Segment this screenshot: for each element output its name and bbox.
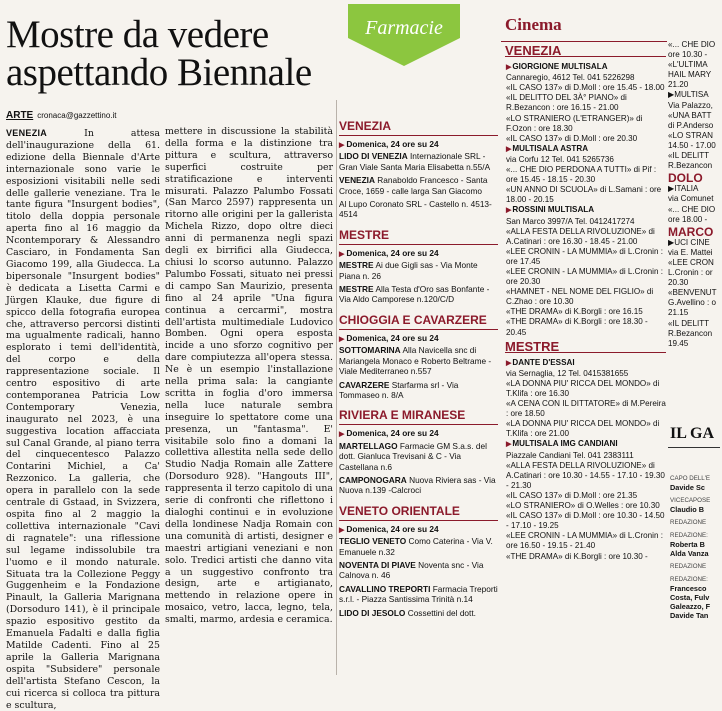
farmacie-city-heading: RIVIERA E MIRANESE <box>339 408 498 425</box>
farmacie-address: Alla Testa d'Oro sas Bonfante - Via Aldo Camporese n.120/C/D <box>339 284 490 305</box>
cinema-line: «BENVENUT <box>668 288 717 298</box>
cinema-line: «LO STRAN <box>668 130 713 140</box>
cinema-line: «IL DELITT <box>668 318 710 328</box>
cinema-city-heading: DOLO <box>668 171 703 186</box>
film-showtimes: «LA DONNA PIU' RICCA DEL MONDO» di T.Klifa : ore 21.00 <box>506 419 660 439</box>
cinema-line: «IL DELITT <box>668 151 710 161</box>
cinema-line: 21.20 <box>668 80 689 90</box>
farmacie-town: CAMPONOGARA <box>339 474 407 485</box>
dateline: VENEZIA <box>6 128 48 138</box>
farmacie-entry <box>339 151 498 172</box>
cinema-line: ore 18.00 - <box>668 214 708 224</box>
film-showtimes: «... CHE DIO PERDONA A TUTTI» di Pif : ore 15.45 - 18.15 - 20.30 <box>506 165 657 185</box>
farmacie-address: Noventa snc - Via Calnova n. 46 <box>339 559 484 581</box>
article-text-2: mettere in discussione la stabilità della forma e la distinzione tra pittura e scultura, attraverso superfici costruite per stratificazione e interventi misurati. Palazzo Palumbo Fossati (San Marco 2597) rappresenta un ritorno alle origini per la gallerista Michela Rizzo, dopo oltre dieci anni di permanenza negli spazi degli ex birrifici alla Giudecca, chiusi lo scorso autunno. Palazzo Palumbo Fossati, situato nei pressi di campo San Maurizio, presenta fino al 24 aprile "Una figura continua a cercarmi", mostra dell'artista multimediale Ludovico Bomben. Ogni opera esposta incide a uno sforzo cognitivo per dare compiutezza all'opera stessa. Ne è un esempio l'installazione nella prima sala: la cangiante scritta in foglia d'oro immersa nella luce naturale sembra inseguire lo spettatore come una presenza, un "fantasma". E' visitabile solo fino a domani la collettiva allestita nella sede dello Studio Nadja Romain alle Zattere (Dorsoduro 928). "Hangouts III", rappresenta il terzo capitolo di una serie di confronti che riflettono i dialoghi continui e in evoluzione della londinese Nadja Romain con una comunità di artisti, designer e maestri artigiani veneziani e non solo. Tredici artisti che danno vita a un suggestivo confronto tra design, arte e artigianato, mettendo in relazione opere in mosaico, vetro, lacca, legno, tela, smalti, marmo, ardesia e ceramica. <box>165 126 333 626</box>
article-column-2 <box>165 126 333 677</box>
cinema-line: 20.30 <box>668 278 689 288</box>
staff-role: CAPO DELL'E <box>670 475 711 482</box>
article-title: Mostre da vedere aspettando Biennale <box>6 13 312 94</box>
theater-name: ▶ MULTISALA IMG CANDIANI <box>506 439 666 450</box>
farmacie-date: ▶ Domenica, 24 ore su 24 <box>339 248 498 260</box>
farmacie-town: TEGLIO VENETO <box>339 536 407 547</box>
farmacie-address: Nuova Riviera sas - Via Nuova n.139 -Calcroci <box>339 474 496 496</box>
staff-name-text: Alda Vanza <box>670 549 709 558</box>
farmacie-address: Como Caterina - Via V. Emanuele n.32 <box>339 536 493 557</box>
staff-name-text: Davide Sc <box>670 483 705 492</box>
farmacie-address: Starfarma srl - Via Tommaseo n. 8/A <box>339 379 459 400</box>
farmacie-entry <box>339 475 498 496</box>
farmacie-address: Internazionale SRL - Gran Viale Santa Maria Elisabetta n.55/A <box>339 151 491 172</box>
cinema-line: R.Bezancon <box>668 328 713 338</box>
staff-role: REDAZIONE <box>670 563 707 570</box>
farmacie-date: ▶ Domenica, 24 ore su 24 <box>339 524 498 536</box>
staff-name <box>670 505 722 514</box>
farmacie-date: ▶ Domenica, 24 ore su 24 <box>339 139 498 151</box>
farmacie-address: Cossettini del dott. <box>407 607 476 618</box>
cinema-city-listing <box>501 59 666 338</box>
staff-name <box>670 602 722 611</box>
film-showtimes: «A CENA CON IL DITTATORE» di M.Pereira : ore 18.50 <box>506 399 666 419</box>
theater-name: ▶ DANTE D'ESSAI <box>506 358 666 369</box>
farmacie-town: CAVARZERE <box>339 379 390 390</box>
film-showtimes: «LA DONNA PIU' RICCA DEL MONDO» di T.Klifa : ore 16.30 <box>506 378 660 398</box>
farmacie-address: Farmacia Treporti s.r.l. - Piazza Santissima Trinità n.14 <box>339 583 498 605</box>
farmacie-address: Ai due Gigli sas - Via Monte Piana n. 26 <box>339 260 478 281</box>
farmacie-date: ▶ Domenica, 24 ore su 24 <box>339 428 498 440</box>
cinema-line: di P.Anderso <box>668 120 714 130</box>
farmacie-entry <box>339 345 498 376</box>
cinema-line: R.Bezancon <box>668 161 713 171</box>
article-column-1 <box>6 128 161 711</box>
cinema-list <box>501 43 666 562</box>
farmacie-entry <box>339 175 498 196</box>
cinema-line: ore 10.30 - <box>668 50 708 60</box>
farmacie-town: NOVENTA DI PIAVE <box>339 559 416 570</box>
farmacie-address: Alla Navicella snc di Mariangela Monaco e Roberto Beltrame - Viale Mediterraneo n.557 <box>339 345 492 377</box>
theater-address: via Corfu 12 Tel. 041 5265736 <box>506 154 614 164</box>
farmacie-address: Farmacie GM S.a.s. del dott. Gianluca Trevisani & C - Via Castellana n.6 <box>339 440 488 472</box>
cinema-title: Cinema <box>501 20 667 42</box>
cinema-line: «... CHE DIO <box>668 204 716 214</box>
masthead-rule <box>668 447 720 448</box>
farmacie-town: LIDO DI VENEZIA <box>339 151 408 162</box>
film-showtimes: «THE DRAMA» di K.Borgli : ore 16.15 <box>506 307 643 317</box>
farmacie-city-heading: MESTRE <box>339 228 498 245</box>
farmacie-entry <box>339 380 498 401</box>
theater-name: ▶ ROSSINI MULTISALA <box>506 205 666 216</box>
cinema-line: Via Palazzo, <box>668 100 713 110</box>
theater-name: ▶ MULTISALA ASTRA <box>506 144 666 155</box>
farmacie-city-heading: VENEZIA <box>339 119 498 136</box>
article-text-1: In attesa dell'inaugurazione della 61. edizione della Biennale d'Arte internazionale sono varie le esposizioni visitabili nelle sedi delle gallerie veneziane. Tra le tante figura "Insurgent bodies", titolo della doppia personale aperta fino al 16 maggio da Ncontemporary & Alessandro Casciaro, in Fondamenta San Giacomo 199, alla Giudecca. La bipersonale "Insurgent bodies" è dedicata a Lisetta Carmi e Jürgen Klauke, due figure di spicco della fotografia europea che, attraverso percorsi distinti ma ugualmente radicali, hanno esplorato i temi dell'identità, del corpo e della rappresentazione sociale. Il centro espositivo di arte contemporanea Patricia Low Contemporary Venezia, inaugurato nel 2023, è una suggestiva location affacciata sul Canal Grande, al piano terra del cinquecentesco Palazzo Contarini Michiel, a Ca' Rezzonico. La galleria, che opera in parallelo con la sede centrale di Gstaad, in Svizzera, ospita fino al 2 maggio la collettiva internazionale "Cavi di ragnatele": una riflessione sul legame indissolubile tra l'uomo e il mondo naturale. Situata tra la Collezione Peggy Guggenheim e la Fondazione Pinault, la Galleria Marignana (Dorsoduro 141), è il principale spazio espositivo gestito da Emanuela Fadalti e dalla figlia Matilde Cadenti. Fino al 25 aprile la Galleria Marignana ospita "Subsidere" personale dell'artista Stefano Cescon, la cui ricerca si colloca tra pittura e scultura, <box>6 128 161 711</box>
farmacie-town: MESTRE <box>339 260 374 271</box>
staff-name <box>670 549 722 558</box>
farmacie-entry <box>339 260 498 281</box>
film-showtimes: «LEE CRONIN - LA MUMMIA» di L.Cronin : ore 17.45 <box>506 246 663 266</box>
staff-name <box>670 584 722 593</box>
theater-address: Cannaregio, 4612 Tel. 041 5226298 <box>506 73 635 83</box>
staff-role: REDAZIONE: <box>670 532 708 539</box>
film-showtimes: «LEE CRONIN - LA MUMMIA» di L.Cronin : ore 20.30 <box>506 266 663 287</box>
farmacie-entry <box>339 284 498 305</box>
cinema-city-heading: MARCO <box>668 224 714 239</box>
farmacie-panel <box>336 0 499 675</box>
cinema-city-listing <box>501 355 666 562</box>
film-showtimes: «LO STRANIERO (L'ETRANGER)» di F.Ozon : ore 18.30 <box>506 113 643 133</box>
section-tag: ARTE <box>6 110 34 121</box>
farmacie-entry <box>339 584 498 605</box>
farmacie-town: LIDO DI JESOLO <box>339 607 406 618</box>
farmacie-entry <box>339 608 498 618</box>
staff-name-text: Roberta B <box>670 540 705 549</box>
staff-name <box>670 540 722 549</box>
film-showtimes: «HAMNET - NEL NOME DEL FIGLIO» di C.Zhao : ore 10.30 <box>506 287 654 307</box>
farmacie-entry <box>339 560 498 581</box>
film-showtimes: «IL DELITTO DEL 3À° PIANO» di R.Bezancon : ore 16.15 - 21.00 <box>506 93 627 113</box>
cinema-line: ▶MULTISA <box>668 90 709 100</box>
staff-box <box>670 470 722 620</box>
cinema-city-heading: VENEZIA <box>505 46 666 57</box>
farmacie-list <box>339 119 498 621</box>
farmacie-city-heading: VENETO ORIENTALE <box>339 504 498 521</box>
film-showtimes: «LO STRANIERO» di O.Welles : ore 10.30 <box>506 501 660 511</box>
film-showtimes: «IL CASO 137» di D.Moll : ore 10.30 - 14.50 - 17.10 - 19.25 <box>506 511 665 531</box>
farmacie-entry <box>339 199 498 220</box>
cinema-line: via Comunet <box>668 194 714 204</box>
author-email[interactable]: cronaca@gazzettino.it <box>37 111 117 120</box>
farmacie-address: Ranaboldo Francesco - Santa Croce, 1659 - calle larga San Giacomo <box>339 175 488 196</box>
staff-role: REDAZIONE: <box>670 576 708 583</box>
staff-name <box>670 593 722 602</box>
staff-name <box>670 611 722 620</box>
cinema-line: ▶ITALIA <box>668 184 699 194</box>
cinema-panel <box>501 15 666 675</box>
farmacie-date: ▶ Domenica, 24 ore su 24 <box>339 333 498 345</box>
theater-address: via Sernaglia, 12 Tel. 0415381655 <box>506 368 629 378</box>
theater-address: San Marco 3997/A Tel. 0412417274 <box>506 216 635 226</box>
farmacie-logo-text: Farmacie <box>365 17 443 39</box>
film-showtimes: «IL CASO 137» di D.Moll : ore 21.35 <box>506 490 638 500</box>
farmacie-entry <box>339 536 498 557</box>
staff-name-text: Davide Tan <box>670 611 709 620</box>
farmacie-town: VENEZIA <box>339 175 375 186</box>
film-showtimes: «UN ANNO DI SCUOLA» di L.Samani : ore 18.00 - 20.15 <box>506 185 662 205</box>
cinema-line: «L'ULTIMA <box>668 60 708 70</box>
film-showtimes: «IL CASO 137» di D.Moll : ore 15.45 - 18.00 <box>506 83 665 93</box>
farmacie-town: CAVALLINO TREPORTI <box>339 583 431 594</box>
cinema-line: HAIL MARY <box>668 70 712 80</box>
staff-role: REDAZIONE <box>670 519 707 526</box>
staff-name-text: Claudio B <box>670 505 705 514</box>
cinema-line: «UNA BATT <box>668 110 712 120</box>
cinema-line: ▶UCI CINE <box>668 237 710 247</box>
film-showtimes: «ALLA FESTA DELLA RIVOLUZIONE» di A.Catinari : ore 16.30 - 18.45 - 21.00 <box>506 226 655 246</box>
cinema-line: 19.45 <box>668 338 689 348</box>
film-showtimes: «IL CASO 137» di D.Moll : ore 20.30 <box>506 133 638 143</box>
farmacie-entry <box>339 441 498 472</box>
cinema-line: «... CHE DIO <box>668 40 716 49</box>
cinema-line: 14.50 - 17.00 <box>668 140 716 150</box>
masthead-name: IL GA <box>670 425 715 442</box>
film-showtimes: «THE DRAMA» di K.Borgli : ore 10.30 - <box>506 551 648 561</box>
film-showtimes: «THE DRAMA» di K.Borgli : ore 18.30 - 20.45 <box>506 317 648 337</box>
staff-name <box>670 483 722 492</box>
farmacie-address: Al Lupo Coronato SRL - Castello n. 4513-4514 <box>339 199 492 220</box>
cinema-line: L.Cronin : or <box>668 268 713 278</box>
farmacie-town: SOTTOMARINA <box>339 345 401 356</box>
cinema-line: 21.15 <box>668 308 689 318</box>
staff-name-text: Francesco <box>670 584 707 593</box>
cinema-line: via E. Mattei <box>668 247 713 257</box>
farmacie-town: MESTRE <box>339 284 374 295</box>
cinema-line: «LEE CRON <box>668 257 714 267</box>
cinema-line: G.Avellino : o <box>668 298 716 308</box>
farmacie-logo <box>348 4 460 66</box>
staff-name-text: Galeazzo, F <box>670 602 711 611</box>
film-showtimes: «ALLA FESTA DELLA RIVOLUZIONE» di A.Catinari : ore 10.30 - 14.55 - 17.10 - 19.30 - 21.30 <box>506 460 665 490</box>
farmacie-city-heading: CHIOGGIA E CAVARZERE <box>339 313 498 330</box>
cinema-city-heading: MESTRE <box>505 342 666 353</box>
staff-name-text: Costa, Fulv <box>670 593 710 602</box>
film-showtimes: «LEE CRONIN - LA MUMMIA» di L.Cronin : ore 16.50 - 19.15 - 21.40 <box>506 531 663 551</box>
theater-name: ▶ GIORGIONE MULTISALA <box>506 62 666 73</box>
staff-role: VICECAPOSE <box>670 497 711 504</box>
farmacie-town: MARTELLAGO <box>339 440 398 451</box>
theater-address: Piazzale Candiani Tel. 041 2383111 <box>506 450 634 460</box>
byline <box>6 110 166 121</box>
